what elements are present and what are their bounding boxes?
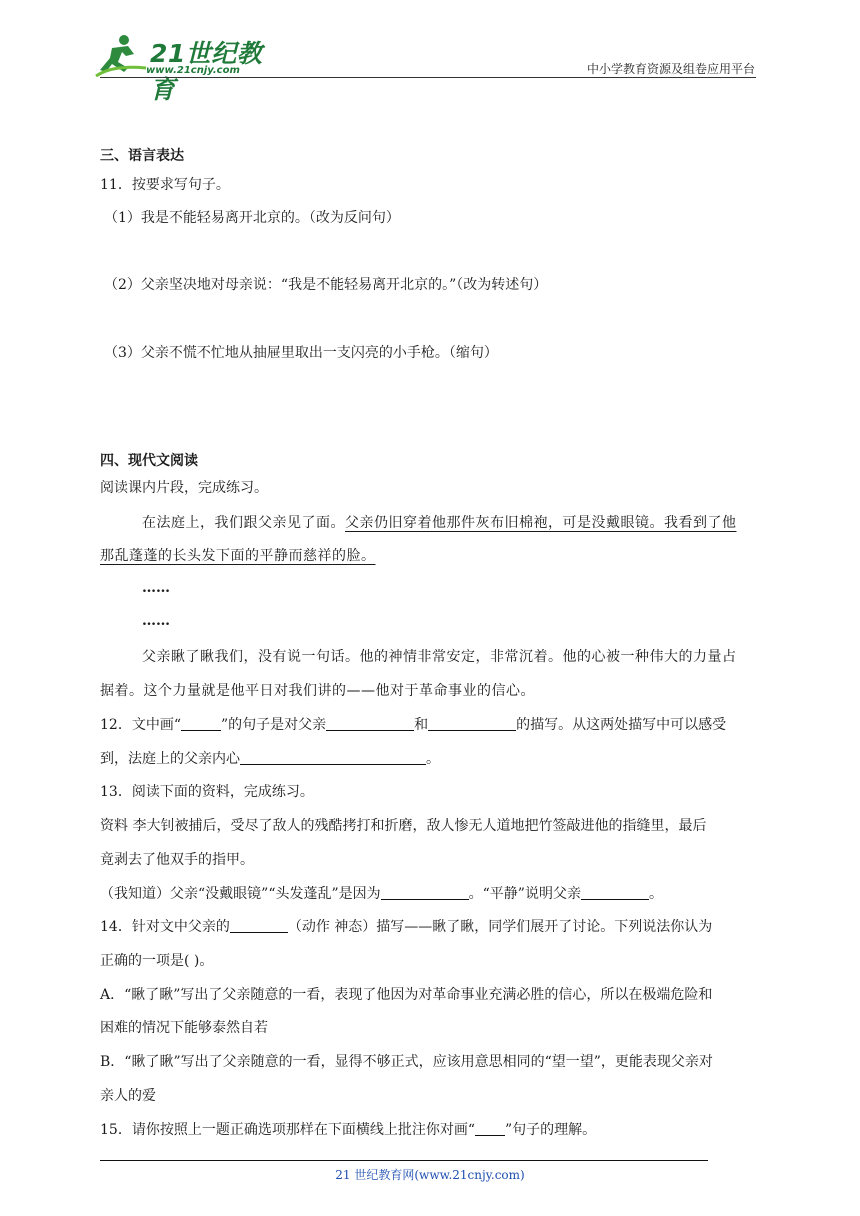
passage-line1 — [142, 512, 737, 532]
underline-sample — [181, 716, 221, 731]
passage-text: 在法庭上，我们跟父亲见了面。 — [142, 515, 345, 531]
ellipsis-1: …… — [142, 580, 170, 596]
q12-line2 — [100, 749, 440, 769]
q12-text-2: ”的句子是对父亲 — [220, 717, 327, 733]
passage-line4: 据着。这个力量就是他平日对我们讲的——他对于革命事业的信心。 — [100, 683, 535, 699]
q12-text-6: 。 — [426, 751, 440, 767]
logo-url: www.21cnjy.com — [146, 65, 240, 76]
answer-blank[interactable] — [240, 750, 426, 765]
q14-line1 — [100, 917, 712, 937]
q14-text-2: （动作 神态）描写——瞅了瞅，同学们展开了讨论。下列说法你认为 — [287, 919, 713, 935]
section4-title: 四、现代文阅读 — [100, 453, 198, 469]
logo-name: 21世纪教育 — [150, 39, 263, 104]
q13-text-2: 。“平静”说明父亲 — [468, 886, 581, 902]
platform-name: 中小学教育资源及组卷应用平台 — [586, 62, 755, 76]
q12-text-5: 到，法庭上的父亲内心 — [100, 751, 240, 767]
q11-stem: 11．按要求写句子。 — [100, 177, 230, 193]
q15-text-1: 15．请你按照上一题正确选项那样在下面横线上批注你对画“ — [100, 1122, 475, 1138]
q11-part2: （2）父亲坚决地对母亲说：“我是不能轻易离开北京的。”（改为转述句） — [104, 277, 548, 293]
answer-blank[interactable] — [428, 716, 516, 731]
q12-text-1: 12．文中画“ — [100, 717, 181, 733]
q14-option-b-2: 亲人的爱 — [100, 1088, 156, 1104]
q15-line — [100, 1120, 596, 1140]
q14-option-a-1: A．“瞅了瞅”写出了父亲随意的一看，表现了他因为对革命事业充满必胜的信心，所以在极端危险和 — [100, 987, 713, 1003]
q13-text-3: 。 — [648, 886, 663, 902]
q13-stem: 13．阅读下面的资料，完成练习。 — [100, 784, 314, 800]
ellipsis-2: …… — [142, 613, 170, 629]
q11-part3: （3）父亲不慌不忙地从抽屉里取出一支闪亮的小手枪。（缩句） — [104, 345, 498, 361]
q13-material-2: 竟剥去了他双手的指甲。 — [100, 852, 254, 868]
underlined-sentence: 父亲仍旧穿着他那件灰布旧棉袍，可是没戴眼镜。我看到了他 — [345, 515, 737, 531]
answer-blank[interactable] — [230, 918, 288, 933]
site-logo — [94, 32, 264, 104]
q12-text-4: 的描写。从这两处描写中可以感受 — [516, 717, 727, 733]
q14-option-a-2: 困难的情况下能够泰然自若 — [100, 1020, 268, 1036]
q13-text-1: （我知道）父亲“没戴眼镜”“头发蓬乱”是因为 — [100, 886, 381, 902]
footer-text: 21 世纪教育网(www.21cnjy.com) — [335, 1168, 525, 1182]
q14-option-b-1: B．“瞅了瞅”写出了父亲随意的一看，显得不够正式，应该用意思相同的“望一望”，更能表现父亲对 — [100, 1054, 713, 1070]
header-divider — [100, 77, 756, 78]
underline-sample — [475, 1121, 505, 1136]
q14-line2: 正确的一项是( )。 — [100, 953, 214, 969]
q15-text-2: ”句子的理解。 — [504, 1122, 597, 1138]
reading-intro: 阅读课内片段，完成练习。 — [100, 480, 268, 496]
runner-logo-icon — [94, 32, 148, 78]
q13-know — [100, 884, 663, 904]
underlined-sentence-cont: 那乱蓬蓬的长头发下面的平静而慈祥的脸。 — [100, 548, 376, 564]
q11-part1: （1）我是不能轻易离开北京的。（改为反问句） — [104, 210, 400, 226]
q12-text-3: 和 — [414, 717, 429, 733]
passage-line3: 父亲瞅了瞅我们，没有说一句话。他的神情非常安定，非常沉着。他的心被一种伟大的力量占 — [142, 649, 737, 665]
section3-title: 三、语言表达 — [100, 148, 184, 164]
answer-blank[interactable] — [381, 885, 469, 900]
answer-blank[interactable] — [326, 716, 414, 731]
answer-blank[interactable] — [581, 885, 649, 900]
q12-line1 — [100, 715, 726, 735]
footer-divider — [100, 1160, 708, 1161]
q13-material-1: 资料 李大钊被捕后，受尽了敌人的残酷拷打和折磨，敌人惨无人道地把竹签敲进他的指缝里，最后 — [100, 818, 707, 834]
q14-text-1: 14．针对文中父亲的 — [100, 919, 230, 935]
